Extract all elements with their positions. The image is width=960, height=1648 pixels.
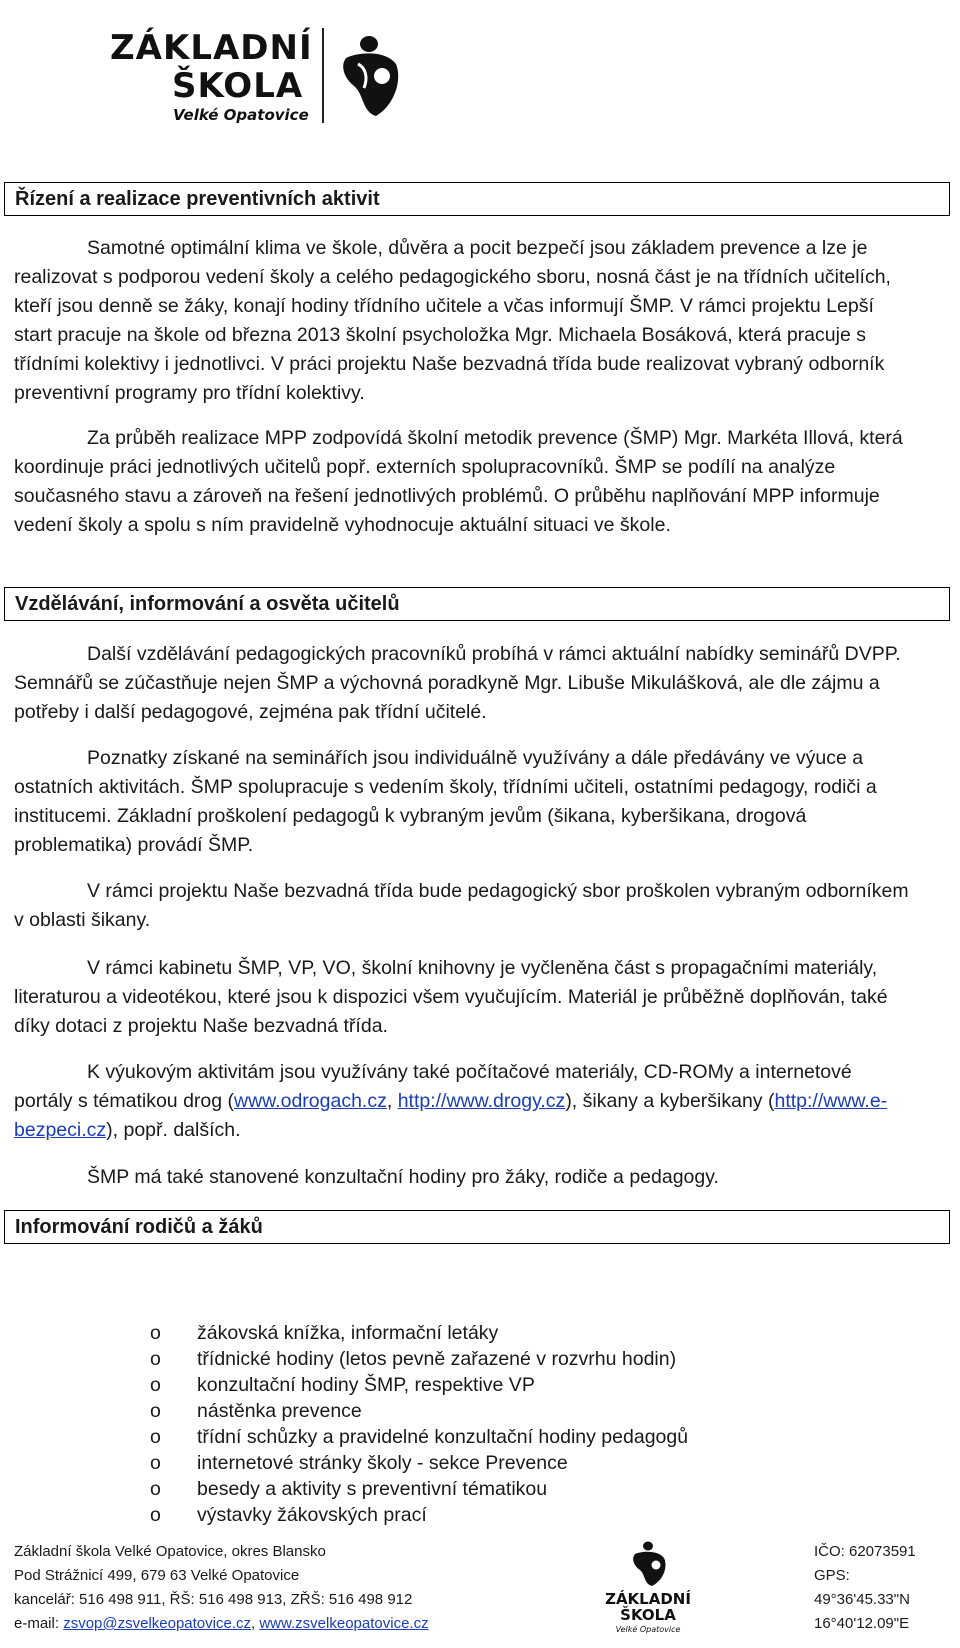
paragraph-bullying-training: V rámci projektu Naše bezvadná třída bude pedagogický sbor proškolen vybraným odborníkem v oblasti šikany. [14,880,909,931]
footer-phones: kancelář: 516 498 911, ŘŠ: 516 498 913, ZŘŠ: 516 498 912 [14,1591,413,1608]
link-e-bezpeci[interactable]: http://www.e-bezpeci.cz [14,1090,888,1141]
list-item [0,1320,900,1346]
list-item-text: besedy a aktivity s preventivní tématikou [197,1478,548,1500]
school-logo [110,28,410,128]
list-bullet: o [150,1478,161,1500]
footer-ico: IČO: 62073591 [814,1543,916,1560]
list-item-text: žákovská knížka, informační letáky [197,1322,499,1344]
section-heading-management: Řízení a realizace preventivních aktivit [4,182,950,216]
section-heading-teacher-education: Vzdělávání, informování a osvěta učitelů [4,587,950,621]
footer-email-label: e-mail: [14,1615,64,1632]
footer-logo-line1: ZÁKLADNÍ [605,1590,691,1608]
list-item-text: nástěnka prevence [197,1400,362,1422]
list-item [0,1346,900,1372]
footer-logo-line2: ŠKOLA [620,1606,676,1624]
footer-separator: , [251,1615,260,1632]
section-heading-informing-parents: Informování rodičů a žáků [4,1210,950,1244]
link-drogy[interactable]: http://www.drogy.cz [397,1090,566,1112]
list-item-text: třídnické hodiny (letos pevně zařazené v rozvrhu hodin) [197,1348,677,1370]
list-bullet: o [150,1348,161,1370]
footer-longitude: 16°40'12.09"E [814,1615,910,1632]
list-item-text: internetové stránky školy - sekce Prevence [197,1452,568,1474]
school-emblem-icon [338,34,402,118]
paragraph-seminar-knowledge: Poznatky získané na seminářích jsou individuálně využívány a dále předávány ve výuce a ostatních aktivitách. ŠMP spolupracuje s vedením školy, třídními učiteli, ostatními pedagogy, rodiči a institucemi. Základní proškolení pedagogů k vybraným jevům (šikana, kyberšikana, drogová problematika) provádí ŠMP. [14,747,877,856]
paragraph-cabinet-materials: V rámci kabinetu ŠMP, VP, VO, školní knihovny je vyčleněna část s propagačními materiály, literaturou a videotékou, které jsou k dispozici všem vyučujícím. Materiál je průběžně doplňován, také díky dotaci z projektu Naše bezvadná třída. [14,957,888,1037]
footer-logo-line3: Velké Opatovice [615,1625,681,1634]
list-bullet: o [150,1504,161,1526]
list-item-text: konzultační hodiny ŠMP, respektive VP [197,1374,535,1396]
paragraph-computer-materials [14,1058,914,1145]
footer-ids [814,1540,954,1636]
paragraph-mpp-coordinator: Za průběh realizace MPP zodpovídá školní metodik prevence (ŠMP) Mgr. Markéta Illová, která koordinuje práci jednotlivých učitelů popř. externích spolupracovníků. ŠMP se podílí na analýze současného stavu a zároveň na řešení jednotlivých problémů. O průběhu naplňování MPP informuje vedení školy a spolu s ním pravidelně vyhodnocuje aktuální situaci ve škole. [14,427,903,536]
footer-logo [588,1540,708,1640]
footer-latitude: 49°36'45.33"N [814,1591,910,1608]
text-fragment: K výukovým aktivitám jsou využívány také počítačové materiály, CD-ROMy a internetové portály s tématikou drog ( [14,1061,852,1112]
paragraph-dvpp: Další vzdělávání pedagogických pracovníků probíhá v rámci aktuální nabídky seminářů DVPP. Semnářů se zúčastňuje nejen ŠMP a výchovná poradkyně Mgr. Libuše Mikulášková, ale dle zájmu a potřeby i další pedagogové, zejména pak třídní učitelé. [14,643,901,723]
logo-text-line3: Velké Opatovice [173,106,309,124]
text-fragment: ), popř. dalších. [106,1119,241,1141]
list-item [0,1450,900,1476]
list-item [0,1372,900,1398]
list-item [0,1398,900,1424]
page-footer [0,1540,960,1648]
list-bullet: o [150,1400,161,1422]
footer-address [14,1540,574,1636]
list-item-text: třídní schůzky a pravidelné konzultační hodiny pedagogů [197,1426,689,1448]
list-item-text: výstavky žákovských prací [197,1504,427,1526]
list-item [0,1476,900,1502]
list-bullet: o [150,1426,161,1448]
footer-contacts [14,1612,574,1636]
footer-email-link[interactable]: zsvop@zsvelkeopatovice.cz [63,1615,251,1632]
footer-gps-label: GPS: [814,1567,850,1584]
text-fragment: , [386,1090,398,1112]
paragraph-consultation-hours: ŠMP má také stanovené konzultační hodiny pro žáky, rodiče a pedagogy. [87,1166,719,1188]
footer-street: Pod Strážnicí 499, 679 63 Velké Opatovice [14,1567,300,1584]
footer-school-name: Základní škola Velké Opatovice, okres Blansko [14,1543,326,1560]
list-bullet: o [150,1322,161,1344]
logo-text-line2: ŠKOLA [172,66,304,106]
footer-emblem-icon [588,1540,708,1640]
list-item [0,1424,900,1450]
footer-web-link[interactable]: www.zsvelkeopatovice.cz [259,1615,429,1632]
list-item [0,1502,900,1528]
list-bullet: o [150,1374,161,1396]
paragraph-climate: Samotné optimální klima ve škole, důvěra a pocit bezpečí jsou základem prevence a lze je realizovat s podporou vedení školy a celého pedagogického sboru, nosná část je na třídních učitelích, kteří jsou denně se žáky, konají hodiny třídního učitele a včas informují ŠMP. V rámci projektu Lepší start pracuje na škole od března 2013 školní psycholožka Mgr. Michaela Bosáková, která pracuje s třídními kolektivy i jednotlivci. V práci projektu Naše bezvadná třída bude realizovat vybraný odborník preventivní programy pro třídní kolektivy. [14,237,891,404]
logo-divider [322,28,324,123]
logo-text-line1: ZÁKLADNÍ [110,28,313,68]
text-fragment: ), šikany a kyberšikany ( [565,1090,775,1112]
list-bullet: o [150,1452,161,1474]
link-odrogach[interactable]: www.odrogach.cz [234,1090,387,1112]
information-channels-list [0,1320,900,1528]
